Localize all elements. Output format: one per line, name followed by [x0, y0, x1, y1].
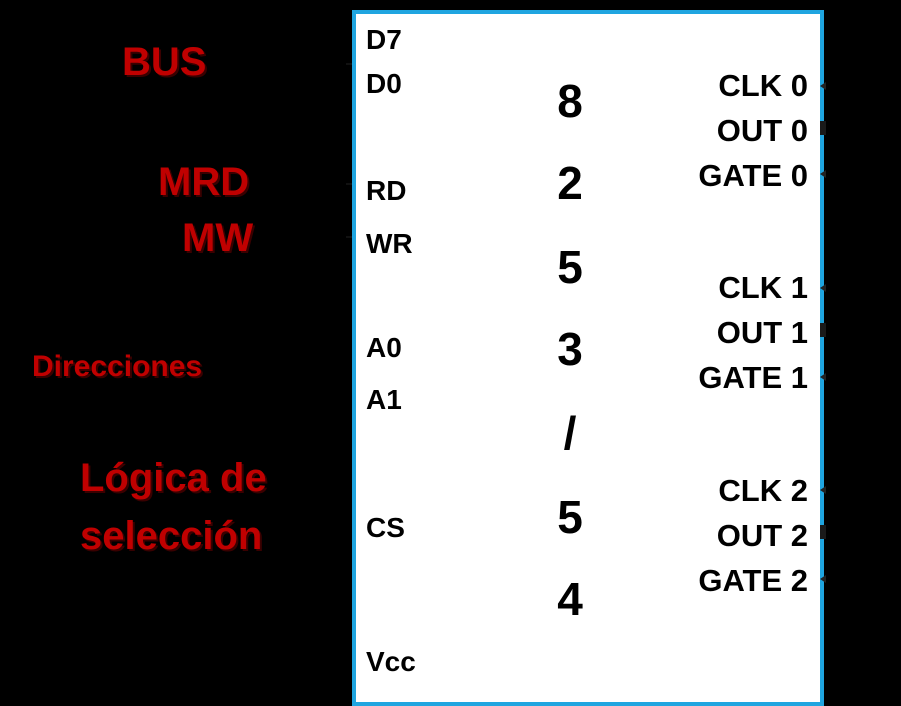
- bus-label: BUS: [122, 40, 207, 84]
- chip-title-char: 3: [557, 323, 583, 375]
- chip-title-char: 2: [557, 157, 583, 209]
- chip-title-char: 8: [557, 75, 583, 127]
- gate1-arrow-icon: [820, 373, 826, 381]
- out1-stub: [820, 323, 826, 337]
- mw-label: MW: [182, 216, 254, 260]
- chip-8253-8254: [352, 10, 824, 706]
- clk0-arrow-icon: [820, 82, 826, 90]
- pin-out2: OUT 2: [716, 518, 808, 553]
- pin-a1: A1: [366, 384, 402, 415]
- chip-title-char: 5: [557, 241, 583, 293]
- chip-title-char: 4: [557, 573, 583, 625]
- pin-out1: OUT 1: [716, 315, 808, 350]
- pin-gate0: GATE 0: [698, 158, 808, 193]
- pin-d0: D0: [366, 68, 402, 99]
- clk1-arrow-icon: [820, 284, 826, 292]
- pin-gate1: GATE 1: [698, 360, 808, 395]
- pin-a0: A0: [366, 332, 402, 363]
- pin-clk0: CLK 0: [718, 68, 808, 103]
- logica-seleccion-label-line2: selección: [80, 514, 263, 558]
- pin-wr: WR: [366, 228, 413, 259]
- chip-title-char: 5: [557, 491, 583, 543]
- out0-stub: [820, 121, 826, 135]
- pin-cs: CS: [366, 512, 405, 543]
- pin-rd: RD: [366, 175, 407, 206]
- pin-clk1: CLK 1: [718, 270, 808, 305]
- pin-d7: D7: [366, 24, 402, 55]
- chip-title-char: /: [563, 407, 577, 459]
- pin-clk2: CLK 2: [718, 473, 808, 508]
- gate0-arrow-icon: [820, 170, 826, 178]
- pin-vcc: Vcc: [366, 646, 416, 677]
- out2-stub: [820, 525, 826, 539]
- mrd-label: MRD: [158, 160, 250, 204]
- pin-out0: OUT 0: [716, 113, 808, 148]
- gate2-arrow-icon: [820, 575, 826, 583]
- direcciones-label: Direcciones: [32, 350, 203, 383]
- logica-seleccion-label-line1: Lógica de: [80, 456, 267, 500]
- clk2-arrow-icon: [820, 486, 826, 494]
- pin-gate2: GATE 2: [698, 563, 808, 598]
